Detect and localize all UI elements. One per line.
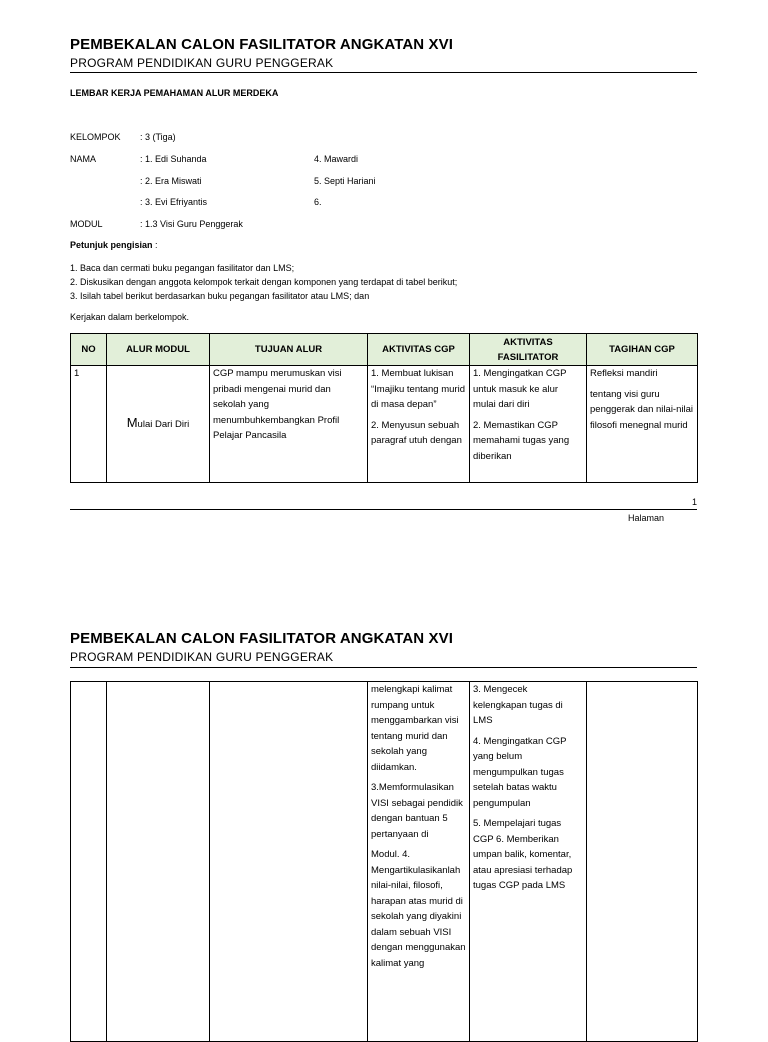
instructions-heading-text: Petunjuk pengisian: [70, 240, 153, 250]
kelompok-value: : 3 (Tiga): [140, 132, 176, 142]
page-title: PEMBEKALAN CALON FASILITATOR ANGKATAN XVI: [70, 36, 453, 53]
cell-tujuan-alur-cont: [210, 682, 368, 1042]
member-1: : 1. Edi Suhanda: [140, 154, 207, 164]
cell-tagihan-cgp: [587, 366, 698, 483]
header-rule-2: [70, 667, 697, 668]
table-row: [71, 682, 698, 1042]
header-aktivitas-fasilitator: AKTIVITAS FASILITATOR: [470, 334, 587, 366]
page-title-2: PEMBEKALAN CALON FASILITATOR ANGKATAN XVI: [70, 630, 453, 647]
cell-tujuan-alur: CGP mampu merumuskan visi pribadi mengenai murid dan sekolah yang menumbuhkembangkan Profil Pelajar Pancasila: [210, 366, 368, 483]
page-subtitle-2: PROGRAM PENDIDIKAN GURU PENGGERAK: [70, 650, 334, 664]
aktivitas-fasilitator-item: 2. Memastikan CGP memahami tugas yang diberikan: [473, 419, 570, 462]
tagihan-item: Refleksi mandiri: [590, 368, 658, 379]
aktivitas-fasilitator-item: 5. Mempelajari tugas CGP 6. Memberikan umpan balik, komentar, atau apresiasi terhadap tugas CGP pada LMS: [473, 818, 573, 891]
aktivitas-cgp-item: 3.Memformulasikan VISI sebagai pendidik dengan bantuan 5 pertanyaan di: [371, 782, 463, 840]
cell-alur-modul-cont: [107, 682, 210, 1042]
member-5: 5. Septi Hariani: [314, 176, 376, 186]
footer-rule: [70, 509, 697, 510]
cell-aktivitas-cgp-cont: [368, 682, 470, 1042]
nama-label: NAMA: [70, 154, 97, 164]
cell-no: 1: [71, 366, 107, 483]
aktivitas-fasilitator-item: 1. Mengingatkan CGP untuk masuk ke alur mulai dari diri: [473, 368, 567, 410]
cell-aktivitas-cgp: [368, 366, 470, 483]
header-alur-modul: ALUR MODUL: [107, 334, 210, 366]
page-number: 1: [692, 497, 698, 507]
header-tujuan-alur: TUJUAN ALUR: [210, 334, 368, 366]
kelompok-label: KELOMPOK: [70, 132, 121, 142]
member-4: 4. Mawardi: [314, 154, 359, 164]
modul-label: MODUL: [70, 219, 103, 229]
aktivitas-fasilitator-item: 3. Mengecek kelengkapan tugas di LMS: [473, 684, 563, 726]
header-tagihan-cgp: TAGIHAN CGP: [587, 334, 698, 366]
instruction-step-1: 1. Baca dan cermati buku pegangan fasilitator dan LMS;: [70, 263, 295, 273]
worksheet-title: LEMBAR KERJA PEMAHAMAN ALUR MERDEKA: [70, 88, 279, 98]
instructions-heading: [70, 240, 158, 251]
header-rule: [70, 72, 697, 73]
member-2: : 2. Era Miswati: [140, 176, 202, 186]
table-row: [71, 366, 698, 483]
alur-table: [70, 333, 698, 483]
modul-value: : 1.3 Visi Guru Penggerak: [140, 219, 243, 229]
cell-tagihan-cgp-cont: [587, 682, 698, 1042]
cell-no-cont: [71, 682, 107, 1042]
alur-rest: ulai Dari Diri: [137, 419, 190, 431]
aktivitas-cgp-item: 1. Membuat lukisan “Imajiku tentang murid di masa depan”: [371, 368, 465, 410]
aktivitas-cgp-item: 2. Menyusun sebuah paragraf utuh dengan: [371, 419, 462, 446]
page-subtitle: PROGRAM PENDIDIKAN GURU PENGGERAK: [70, 56, 334, 70]
table-header-row: [71, 334, 698, 366]
instruction-step-2: 2. Diskusikan dengan anggota kelompok terkait dengan komponen yang terdapat di tabel berikut;: [70, 277, 458, 287]
header-no: NO: [71, 334, 107, 366]
cell-aktivitas-fasilitator: [470, 366, 587, 483]
page-label: Halaman: [628, 513, 665, 523]
member-3: : 3. Evi Efriyantis: [140, 197, 208, 207]
tagihan-item: tentang visi guru penggerak dan nilai-nilai filosofi menegnal murid: [590, 388, 693, 431]
instructions-heading-suffix: :: [152, 240, 158, 250]
aktivitas-fasilitator-item: 4. Mengingatkan CGP yang belum mengumpulkan tugas setelah batas waktu pengumpulan: [473, 735, 567, 809]
aktivitas-cgp-item: melengkapi kalimat rumpang untuk menggambarkan visi tentang murid dan sekolah yang diidamkan.: [371, 684, 459, 773]
aktivitas-cgp-item: Modul. 4. Mengartikulasikanlah nilai-nilai, filosofi, harapan atas murid di sekolah yang diyakini dalam sebuah VISI dengan menggunakan kalimat yang: [371, 849, 466, 969]
alur-table-continued: [70, 681, 698, 1042]
cell-alur-modul: [107, 366, 210, 483]
header-aktivitas-cgp: AKTIVITAS CGP: [368, 334, 470, 366]
cell-aktivitas-fasilitator-cont: [470, 682, 587, 1042]
member-6: 6.: [314, 197, 322, 207]
instructions-closing: Kerjakan dalam berkelompok.: [70, 312, 190, 322]
alur-initial: M: [126, 415, 138, 431]
instruction-step-3: 3. Isilah tabel berikut berdasarkan buku pegangan fasilitator atau LMS; dan: [70, 291, 370, 301]
